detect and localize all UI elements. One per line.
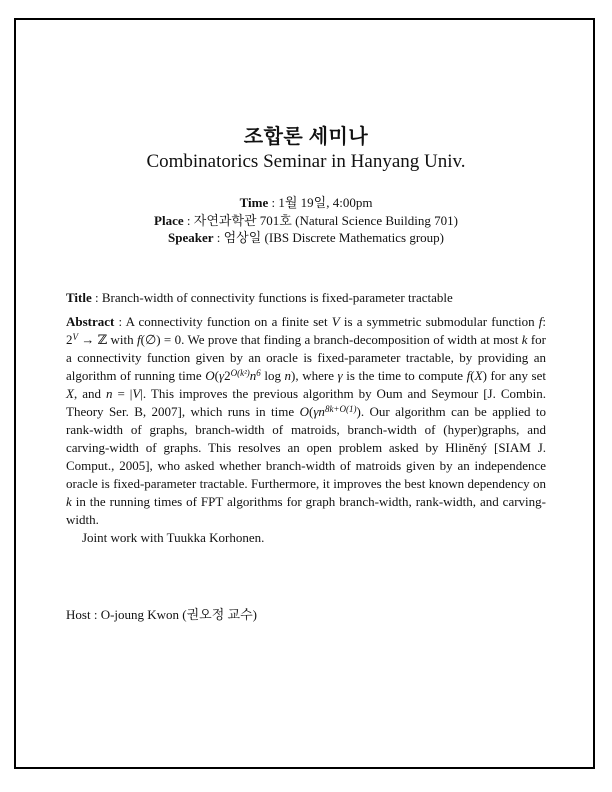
place-separator: : <box>183 212 194 228</box>
speaker-separator: : <box>213 230 224 245</box>
time-label: Time <box>239 195 269 210</box>
speaker-value: 엄상일 (IBS Discrete Mathematics group) <box>223 230 444 245</box>
place-line <box>0 212 612 230</box>
speaker-label: Speaker <box>168 230 214 245</box>
korean-title: 조합론 세미나 <box>243 126 369 148</box>
talk-block <box>66 289 546 547</box>
abstract-paragraph <box>66 313 546 529</box>
speaker-line <box>0 229 612 247</box>
talk-title-value: Branch-width of connectivity functions is fixed-parameter tractable <box>101 290 453 305</box>
time-value: 1월 19일, 4:00pm <box>278 195 373 210</box>
talk-title-line <box>66 289 546 307</box>
host-value: O-joung Kwon (권오정 교수) <box>100 607 257 622</box>
time-line <box>0 194 612 212</box>
meta-block <box>0 194 612 247</box>
header <box>0 124 612 173</box>
host-line <box>66 606 257 624</box>
talk-title-label: Title <box>66 290 92 305</box>
time-separator: : <box>268 195 279 210</box>
host-label: Host <box>66 607 91 622</box>
talk-title-separator: : <box>91 290 102 305</box>
abstract-rich-text: A connectivity function on a finite set V is a symmetric submodular function f: $2^V$ → ℤ with f(∅) = 0. We prove that finding a branch-decomposition of width at most k for a connectivity function given by an oracle is fixed-parameter tractable, by providing an algorithm of running time $O(\gamma 2^{O(k^2)}n^6$ log n), where γ is the time to compute f(X) for any set X, and n = |V|. This improves the previous algorithm by Oum and Seymour [J. Combin. Theory Ser. B, 2007], which runs in time $O(\gamma n^{8k+O(1)})$. Our algorithm can be applied to rank-width of graphs, branch-width of matroids, branch-width of (hyper)graphs, and carving-width of graphs. This resolves an open problem asked by Hliněný [SIAM J. Comput., 2005], who asked whether branch-width of matroids given by an independence oracle is fixed-parameter tractable. Furthermore, it improves the best known dependency on k in the running times of FPT algorithms for graph branch-width, rank-width, and carving-width. <box>66 314 546 527</box>
host-separator: : <box>90 607 101 622</box>
abstract-separator: : <box>114 314 126 329</box>
abstract-label: Abstract <box>66 314 115 329</box>
english-title: Combinatorics Seminar in Hanyang Univ. <box>146 151 466 172</box>
joint-work-line: Joint work with Tuukka Korhonen. <box>82 530 265 545</box>
place-label: Place <box>154 212 184 228</box>
place-value: 자연과학관 701호 (Natural Science Building 701) <box>193 212 458 228</box>
